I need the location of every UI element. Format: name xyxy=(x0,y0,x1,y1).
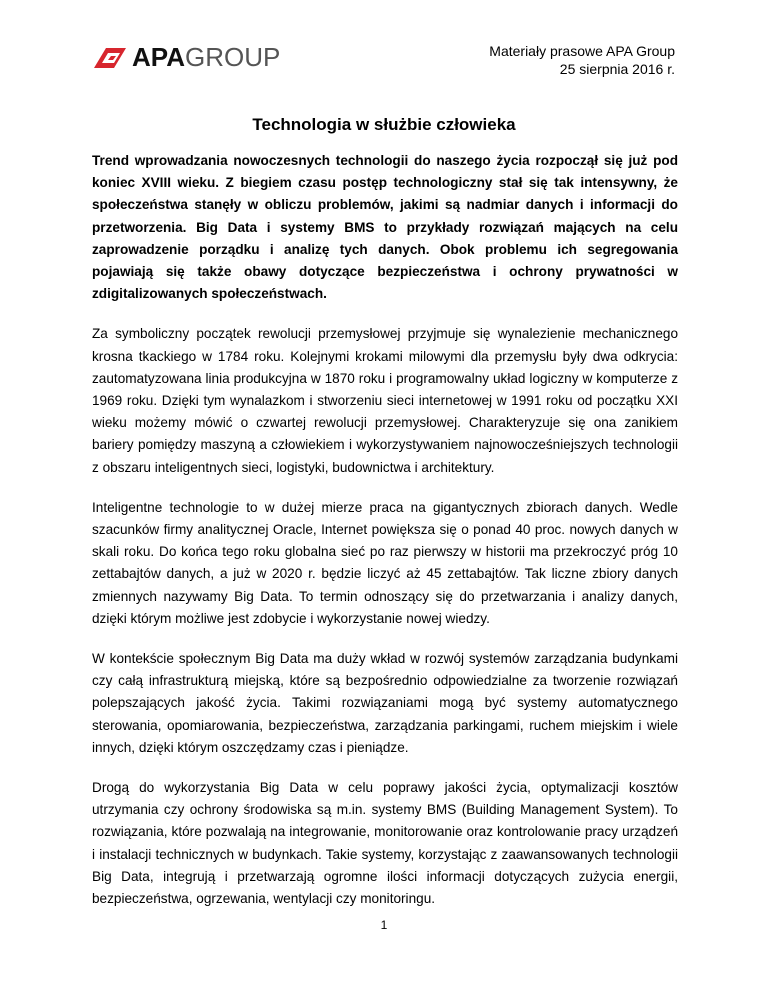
body-paragraph-4: Drogą do wykorzystania Big Data w celu poprawy jakości życia, optymalizacji kosztów utrzymania czy ochrony środowiska są m.in. systemy BMS (Building Management System). To rozwiązania, które pozwalają na integrowanie, monitorowanie oraz kontrolowanie pracy urządzeń i instalacji technicznych w budynkach. Takie systemy, korzystając z zaawansowanych technologii Big Data, integrują i przetwarzają ogromne ilości informacji dotyczących zużycia energii, bezpieczeństwa, ogrzewania, wentylacji czy monitoringu. xyxy=(92,780,678,907)
logo-apa: APA xyxy=(132,42,185,72)
press-header xyxy=(489,42,675,78)
logo-group: GROUP xyxy=(184,42,281,72)
lead-paragraph: Trend wprowadzania nowoczesnych technologii do naszego życia rozpoczął się już pod koniec XVIII wieku. Z biegiem czasu postęp technologiczny stał się tak intensywny, że społeczeństwa stanęły w obliczu problemów, jakimi są nadmiar danych i informacji do przetworzenia. Big Data i systemy BMS to przykłady rozwiązań mających na celu zaprowadzenie porządku i analizę tych danych. Obok problemu ich segregowania pojawiają się także obawy dotyczące bezpieczeństwa i ochrony prywatności w zdigitalizowanych społeczeństwach. xyxy=(92,153,678,302)
logo-wordmark xyxy=(132,44,280,70)
press-date: 25 sierpnia 2016 r. xyxy=(559,61,675,77)
document-title: Technologia w służbie człowieka xyxy=(252,115,516,134)
apa-red-swoosh-icon xyxy=(92,44,128,70)
body-paragraph-3: W kontekście społecznym Big Data ma duży wkład w rozwój systemów zarządzania budynkami czy całą infrastrukturą miejską, które są bezpośrednio odpowiedzialne za tworzenie rozwiązań polepszających jakość życia. Takimi rozwiązaniami mogą być systemy automatycznego sterowania, opomiarowania, bezpieczeństwa, zarządzania parkingami, ruchem miejskim i wiele innych, dzięki którym oszczędzamy czas i pieniądze. xyxy=(92,651,678,755)
document-body xyxy=(92,150,678,928)
press-label: Materiały prasowe APA Group xyxy=(489,43,675,59)
body-paragraph-2: Inteligentne technologie to w dużej mierze praca na gigantycznych zbiorach danych. Wedle szacunków firmy analitycznej Oracle, Internet powiększa się o ponad 40 proc. nowych danych w skali roku. Do końca tego roku globalna sieć po raz pierwszy w historii ma przekroczyć próg 10 zettabajtów danych, a już w 2020 r. będzie liczyć aż 45 zettabajtów. Tak liczne zbiory danych zmiennych nazywamy Big Data. To termin odnoszący się do przetwarzania i analizy danych, dzięki którym możliwe jest zdobycie i wykorzystanie nowej wiedzy. xyxy=(92,499,678,626)
apa-group-logo xyxy=(92,44,280,70)
body-paragraph-1: Za symboliczny początek rewolucji przemysłowej przyjmuje się wynalezienie mechanicznego krosna tkackiego w 1784 roku. Kolejnymi krokami milowymi dla przemysłu były dwa odkrycia: zautomatyzowana linia produkcyjna w 1870 roku i programowalny układ logiczny w komputerze z 1969 roku. Dzięki tym wynalazkom i stworzeniu sieci internetowej w 1991 roku od początku XXI wieku możemy mówić o czwartej rewolucji przemysłowej. Charakteryzuje się ona zanikiem bariery pomiędzy maszyną a człowiekiem i wykorzystywaniem najnowocześniejszych technologii z obszaru inteligentnych sieci, logistyki, budownictwa i architektury. xyxy=(92,326,678,475)
page-number: 1 xyxy=(380,918,388,932)
